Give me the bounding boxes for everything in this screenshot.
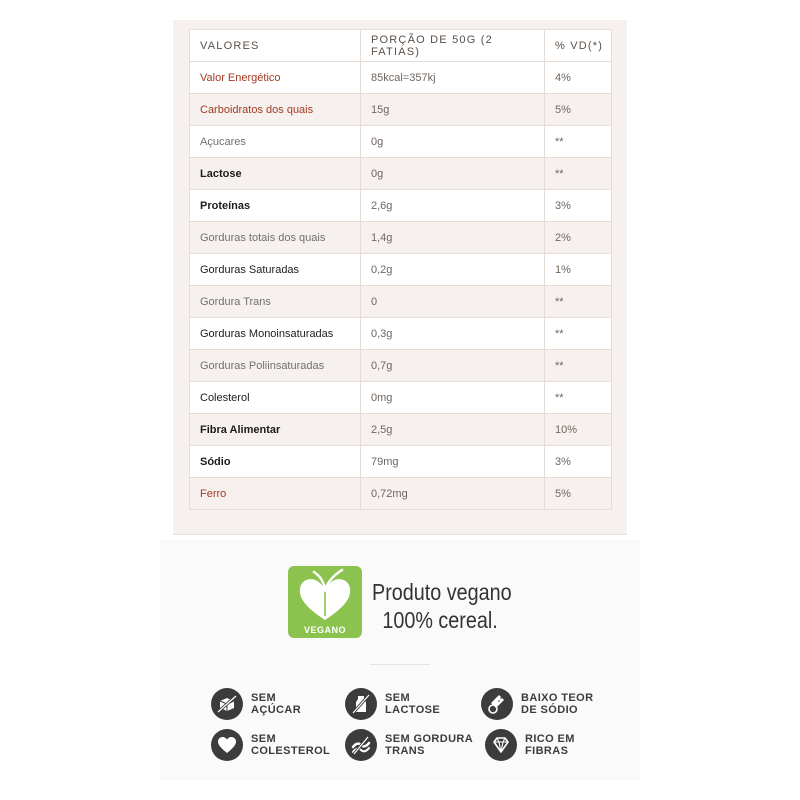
fiber-icon [485,729,517,761]
row-vd: ** [545,126,612,158]
feature-label: SEM COLESTEROL [251,733,331,757]
row-portion: 79mg [361,446,545,478]
table-row [190,286,612,318]
row-name: Proteínas [190,190,361,222]
nutrition-table [189,29,612,510]
row-portion: 2,6g [361,190,545,222]
row-vd: 2% [545,222,612,254]
feature-sem-lactose [345,688,475,720]
row-vd: ** [545,350,612,382]
row-name: Sódio [190,446,361,478]
table-row [190,318,612,350]
feature-label: RICO EM FIBRAS [525,733,575,757]
table-row [190,158,612,190]
feature-label: SEM LACTOSE [385,692,441,716]
row-portion: 0 [361,286,545,318]
table-row [190,126,612,158]
feature-baixo-sodio [481,688,611,720]
row-vd: 10% [545,414,612,446]
row-name: Fibra Alimentar [190,414,361,446]
vegan-statement [372,578,518,634]
table-row [190,414,612,446]
row-vd: ** [545,382,612,414]
feature-label: BAIXO TEOR DE SÓDIO [521,692,594,716]
vegan-badge-label: VEGANO [303,625,346,635]
no-lactose-icon [345,688,377,720]
header-vd: % VD(*) [545,30,612,62]
table-row [190,190,612,222]
row-vd: 1% [545,254,612,286]
vegan-line-2: 100% cereal. [382,607,498,633]
feature-label: SEM AÇÚCAR [251,692,302,716]
row-name: Gorduras totais dos quais [190,222,361,254]
row-portion: 15g [361,94,545,126]
row-portion: 0g [361,126,545,158]
divider [370,664,430,665]
table-row [190,382,612,414]
row-vd: 5% [545,478,612,510]
header-valores: VALORES [190,30,361,62]
table-row [190,222,612,254]
table-row [190,254,612,286]
row-vd: 4% [545,62,612,94]
row-vd: ** [545,318,612,350]
table-row [190,62,612,94]
row-vd: 5% [545,94,612,126]
row-portion: 85kcal=357kj [361,62,545,94]
row-portion: 0mg [361,382,545,414]
table-row [190,350,612,382]
row-name: Gordura Trans [190,286,361,318]
row-vd: 3% [545,446,612,478]
row-portion: 1,4g [361,222,545,254]
row-portion: 0,72mg [361,478,545,510]
row-name: Açucares [190,126,361,158]
heart-icon [211,729,243,761]
row-portion: 0,2g [361,254,545,286]
row-portion: 0,3g [361,318,545,350]
vegan-badge [288,566,362,638]
no-trans-fat-icon [345,729,377,761]
row-name: Colesterol [190,382,361,414]
feature-sem-colesterol [211,729,341,761]
row-name: Lactose [190,158,361,190]
row-portion: 0,7g [361,350,545,382]
row-vd: ** [545,286,612,318]
row-name: Gorduras Poliinsaturadas [190,350,361,382]
row-name: Ferro [190,478,361,510]
row-vd: ** [545,158,612,190]
table-row [190,446,612,478]
feature-rico-fibras [485,729,615,761]
table-header-row [190,30,612,62]
low-sodium-icon [481,688,513,720]
row-vd: 3% [545,190,612,222]
leaf-heart-icon [288,566,362,626]
table-row [190,94,612,126]
row-portion: 2,5g [361,414,545,446]
row-name: Gorduras Saturadas [190,254,361,286]
feature-sem-gordura-trans [345,729,475,761]
row-portion: 0g [361,158,545,190]
vegan-line-1: Produto vegano [372,579,512,605]
feature-label: SEM GORDURA TRANS [385,733,474,757]
table-row [190,478,612,510]
row-name: Gorduras Monoinsaturadas [190,318,361,350]
no-sugar-icon [211,688,243,720]
row-name: Carboidratos dos quais [190,94,361,126]
row-name: Valor Energético [190,62,361,94]
header-porcao: PORÇÃO DE 50G (2 FATIAS) [361,30,545,62]
feature-sem-acucar [211,688,341,720]
